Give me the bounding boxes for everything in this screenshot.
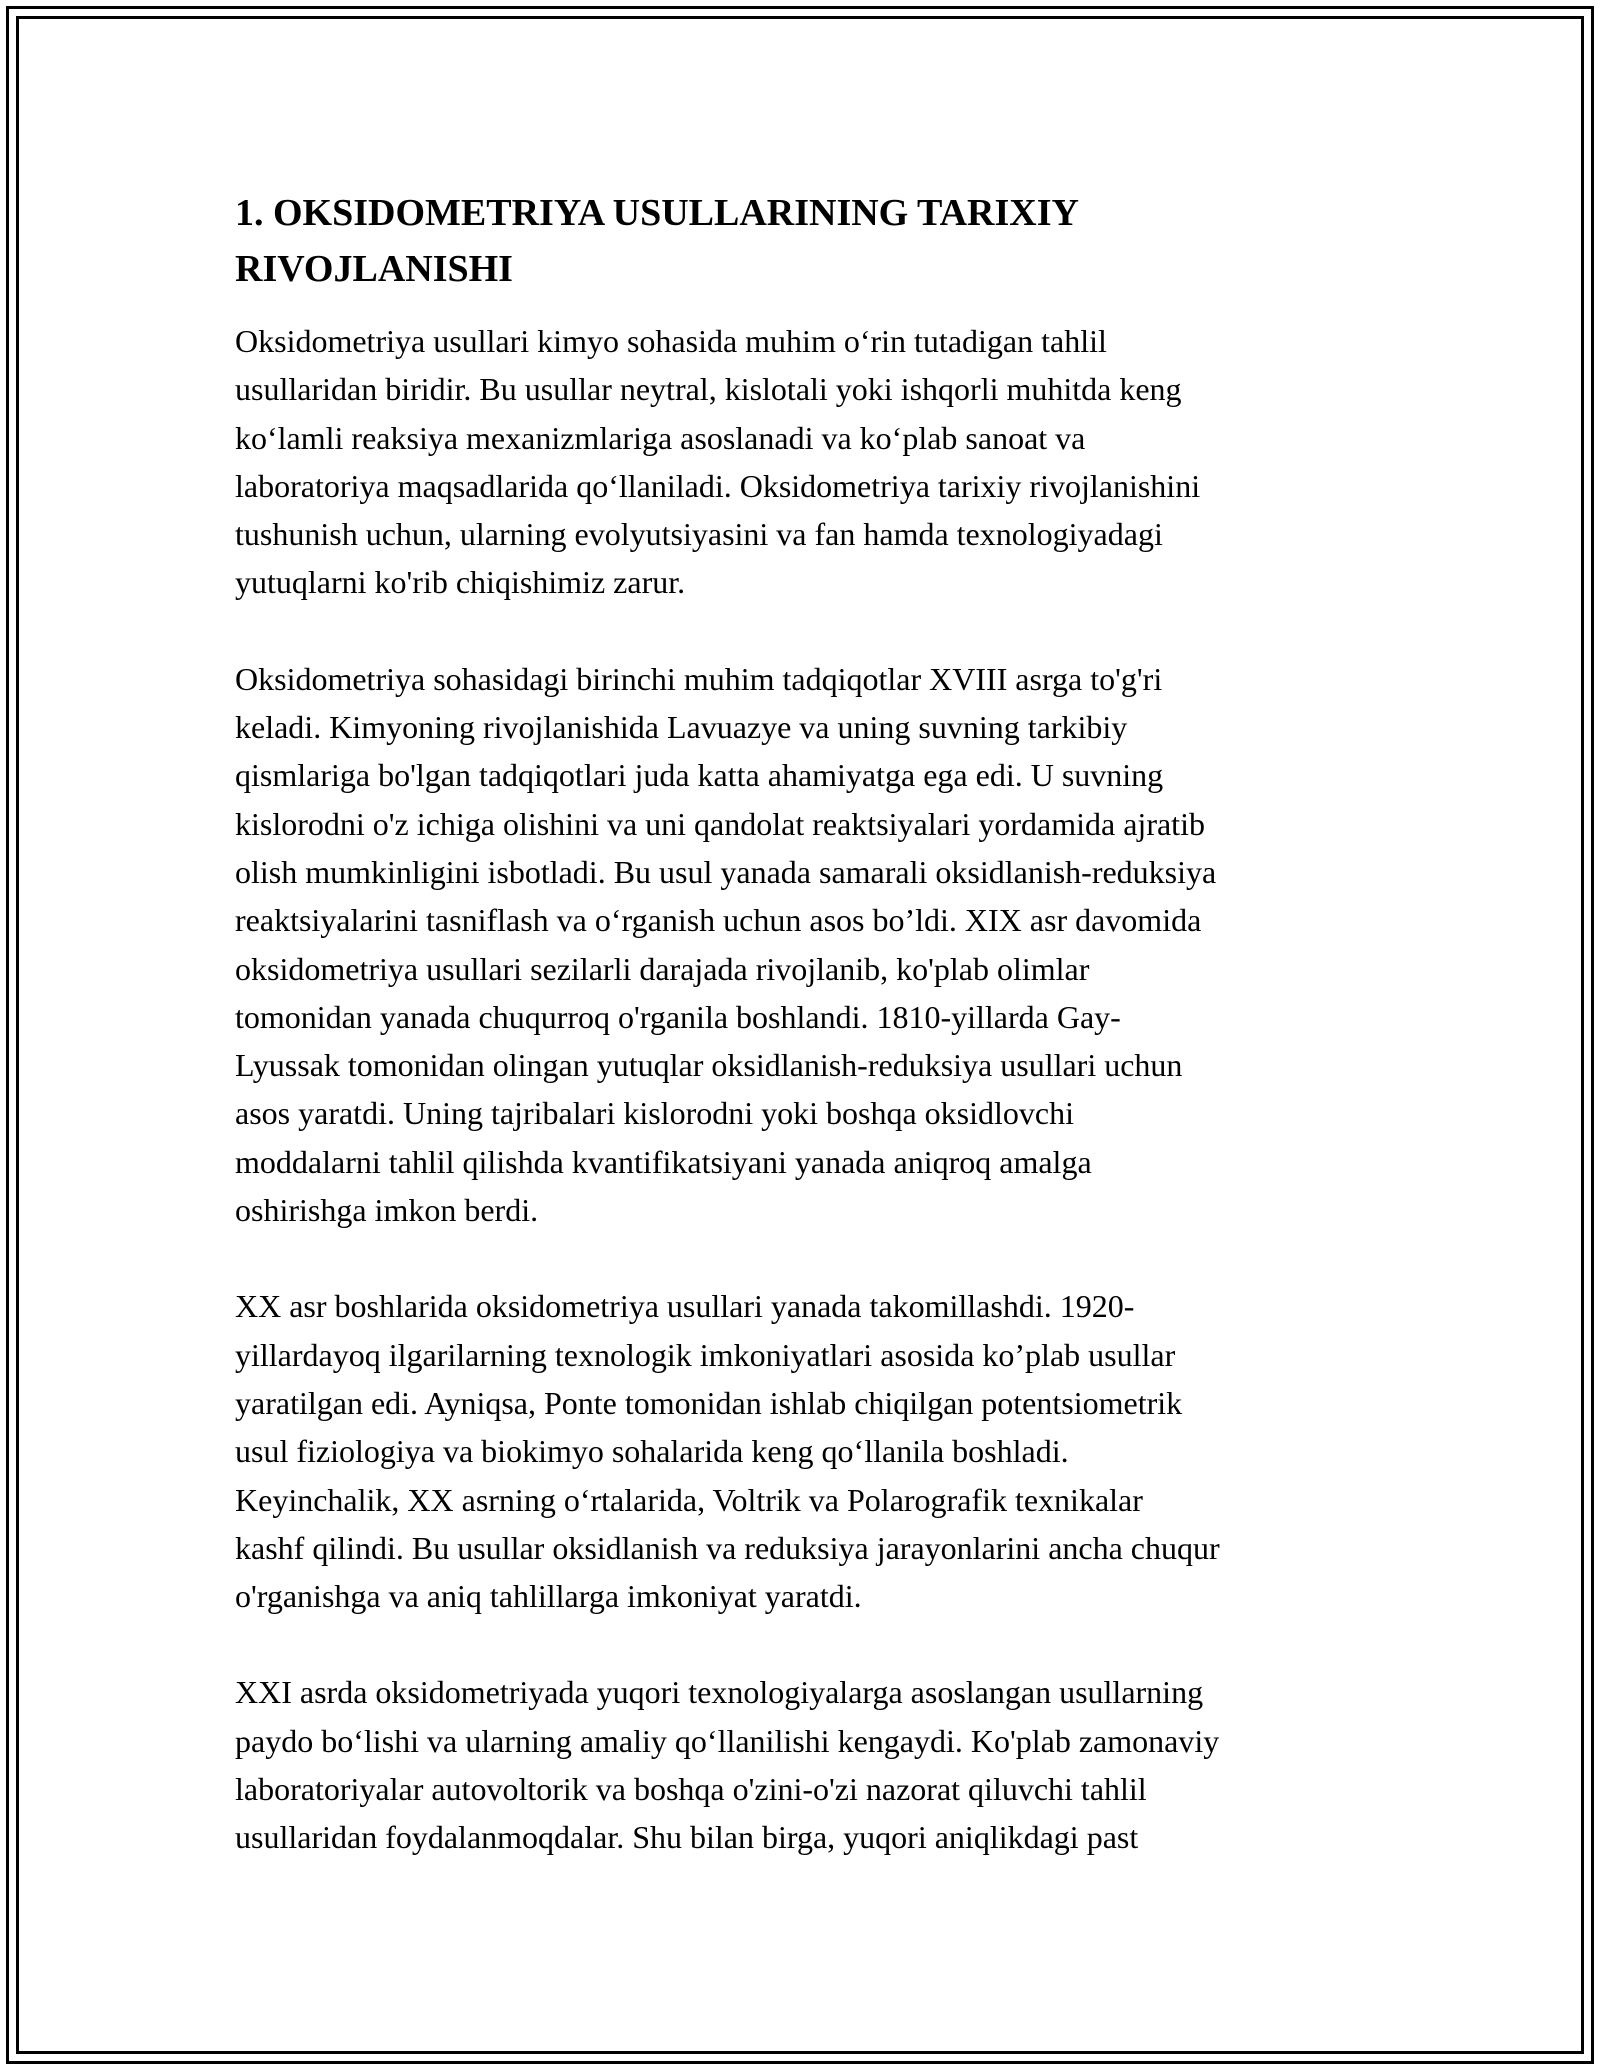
text-line: Oksidometriya usullari kimyo sohasida muhim o‘rin tutadigan tahlil [235, 323, 1107, 359]
text-line: yaratilgan edi. Ayniqsa, Ponte tomonidan ishlab chiqilgan potentsiometrik [235, 1384, 1183, 1421]
text-line: asos yaratdi. Uning tajribalari kislorodni yoki boshqa oksidlovchi [235, 1095, 1074, 1132]
paragraph-4 [235, 1668, 1375, 1861]
text-line: moddalarni tahlil qilishda kvantifikatsiyani yanada aniqroq amalga [235, 1143, 1092, 1180]
text-line: yutuqlarni ko'rib chiqishimiz zarur. [235, 564, 686, 601]
text-line: olish mumkinligini isbotladi. Bu usul yanada samarali oksidlanish-reduksiya [235, 853, 1217, 890]
text-line: XX asr boshlarida oksidometriya usullari yanada takomillashdi. 1920- [235, 1288, 1135, 1325]
paragraph-3 [235, 1282, 1375, 1620]
text-line: kashf qilindi. Bu usullar oksidlanish va reduksiya jarayonlarini ancha chuqur [235, 1529, 1220, 1566]
text-line: laboratoriyalar autovoltorik va boshqa o'zini-o'zi nazorat qiluvchi tahlil [235, 1771, 1147, 1808]
text-line: qismlariga bo'lgan tadqiqotlari juda katta ahamiyatga ega edi. U suvning [235, 757, 1164, 794]
heading-line: 1. OKSIDOMETRIYA USULLARINING TARIXIY [235, 192, 1079, 234]
text-line: usullaridan biridir. Bu usullar neytral, kislotali yoki ishqorli muhitda keng [235, 371, 1182, 408]
text-line: ko‘lamli reaksiya mexanizmlariga asoslanadi va ko‘plab sanoat va [235, 419, 1086, 456]
text-line: laboratoriya maqsadlarida qo‘llaniladi. Oksidometriya tarixiy rivojlanishini [235, 467, 1201, 504]
paragraph-2 [235, 655, 1375, 1235]
paragraph-1 [235, 317, 1375, 607]
text-line: Oksidometriya sohasidagi birinchi muhim tadqiqotlar XVIII asrga to'g'ri [235, 660, 1163, 697]
text-line: keladi. Kimyoning rivojlanishida Lavuazye va uning suvning tarkibiy [235, 709, 1128, 746]
text-line: tomonidan yanada chuqurroq o'rganila boshlandi. 1810-yillarda Gay- [235, 998, 1121, 1035]
text-line: tushunish uchun, ularning evolyutsiyasini va fan hamda texnologiyadagi [235, 516, 1163, 553]
document-body [235, 185, 1375, 1910]
section-heading [235, 185, 1375, 297]
text-line: paydo bo‘lishi va ularning amaliy qo‘llanilishi kengaydi. Ko'plab zamonaviy [235, 1722, 1220, 1759]
text-line: yillardayoq ilgarilarning texnologik imkoniyatlari asosida ko’plab usullar [235, 1336, 1176, 1373]
text-line: XXI asrda oksidometriyada yuqori texnologiyalarga asoslangan usullarning [235, 1674, 1204, 1711]
text-line: usul fiziologiya va biokimyo sohalarida keng qo‘llanila boshladi. [235, 1433, 1069, 1470]
text-line: o'rganishga va aniq tahlillarga imkoniyat yaratdi. [235, 1578, 862, 1615]
text-line: reaktsiyalarini tasniflash va o‘rganish uchun asos bo’ldi. XIX asr davomida [235, 902, 1202, 939]
heading-line: RIVOJLANISHI [235, 248, 513, 290]
text-line: oksidometriya usullari sezilarli darajada rivojlanib, ko'plab olimlar [235, 950, 1090, 987]
text-line: usullaridan foydalanmoqdalar. Shu bilan birga, yuqori aniqlikdagi past [235, 1819, 1139, 1856]
text-line: kislorodni o'z ichiga olishini va uni qandolat reaktsiyalari yordamida ajratib [235, 805, 1205, 842]
text-line: Lyussak tomonidan olingan yutuqlar oksidlanish-reduksiya usullari uchun [235, 1047, 1183, 1084]
text-line: Keyinchalik, XX asrning o‘rtalarida, Voltrik va Polarografik texnikalar [235, 1481, 1143, 1518]
text-line: oshirishga imkon berdi. [235, 1192, 539, 1229]
